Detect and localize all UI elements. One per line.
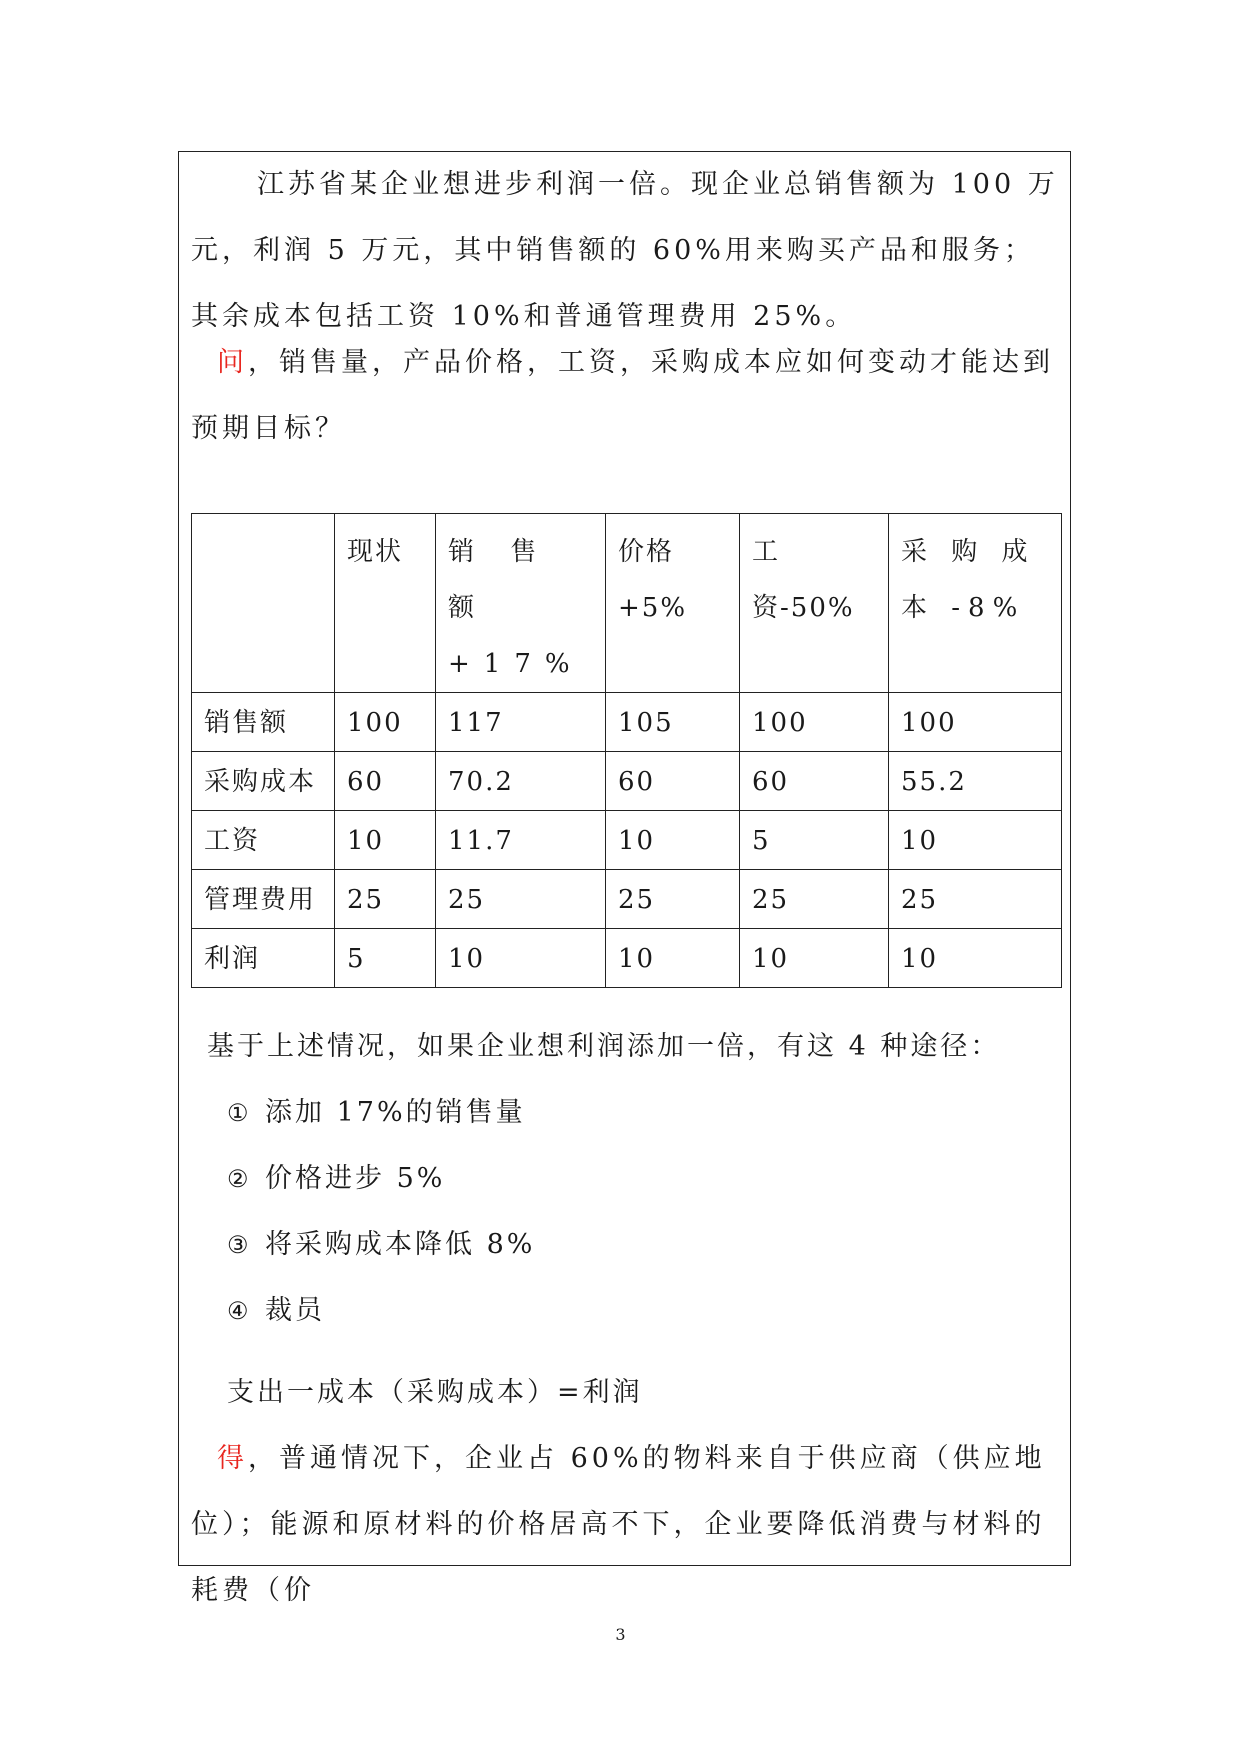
intro-paragraph: 江苏省某企业想进步利润一倍。现企业总销售额为 100 万元，利润 5 万元，其中销售额的 60%用来购买产品和服务；其余成本包括工资 10%和普通管理费用 25%。	[191, 169, 1059, 332]
table-cell: 5	[740, 811, 889, 870]
table-cell: 10	[889, 811, 1062, 870]
table-cell: 25	[436, 870, 606, 929]
table-cell: 25	[740, 870, 889, 929]
table-header-cell: 采 购 成 本 -8%	[889, 514, 1062, 693]
list-item	[227, 1146, 445, 1212]
profit-table	[191, 513, 1062, 988]
table-row	[192, 752, 1062, 811]
conclusion-paragraph	[191, 1426, 1063, 1624]
list-item-text: 添加 17%的销售量	[265, 1097, 526, 1128]
table-cell: 25	[606, 870, 740, 929]
table-cell: 117	[436, 693, 606, 752]
page-number: 3	[615, 1625, 626, 1644]
content-frame	[178, 151, 1071, 1606]
table-row	[192, 929, 1062, 988]
approaches-intro: 基于上述情况，如果企业想利润添加一倍，有这 4 种途径：	[207, 1031, 1001, 1062]
table-header-cell: 价格+5%	[606, 514, 740, 693]
table-cell: 25	[889, 870, 1062, 929]
table-cell: 5	[335, 929, 436, 988]
list-item	[227, 1212, 535, 1278]
list-item-text: 将采购成本降低 8%	[265, 1229, 536, 1260]
table-header-cell	[192, 514, 335, 693]
table-cell: 100	[889, 693, 1062, 752]
table-cell: 25	[335, 870, 436, 929]
table-cell: 60	[740, 752, 889, 811]
table-cell: 100	[335, 693, 436, 752]
table-header-row	[192, 514, 1062, 693]
table-cell: 10	[889, 929, 1062, 988]
list-item	[227, 1080, 526, 1146]
table-cell: 60	[606, 752, 740, 811]
formula-line: 支出一成本（采购成本）=利润	[227, 1377, 643, 1408]
question-paragraph	[191, 330, 1063, 462]
list-item	[227, 1278, 325, 1344]
table-header-cell: 现状	[335, 514, 436, 693]
circled-number: ②	[227, 1165, 252, 1193]
table-cell: 10	[606, 929, 740, 988]
table-cell: 10	[436, 929, 606, 988]
table-cell: 10	[740, 929, 889, 988]
table-cell: 70.2	[436, 752, 606, 811]
table-cell: 60	[335, 752, 436, 811]
table-cell: 销售额	[192, 693, 335, 752]
table-cell: 105	[606, 693, 740, 752]
table-cell: 工资	[192, 811, 335, 870]
circled-number: ③	[227, 1231, 252, 1259]
list-item-text: 裁员	[265, 1295, 325, 1326]
question-text: ，销售量，产品价格，工资，采购成本应如何变动才能达到预期目标？	[191, 347, 1054, 444]
table-header-cell: 销 售 额 +17%	[436, 514, 606, 693]
table-cell: 管理费用	[192, 870, 335, 929]
circled-number: ①	[227, 1099, 252, 1127]
table-row	[192, 811, 1062, 870]
table-row	[192, 693, 1062, 752]
table-header-cell: 工资-50%	[740, 514, 889, 693]
table-cell: 采购成本	[192, 752, 335, 811]
conclusion-marker: 得	[217, 1443, 248, 1474]
table-cell: 10	[606, 811, 740, 870]
table-cell: 11.7	[436, 811, 606, 870]
list-item-text: 价格进步 5%	[265, 1163, 446, 1194]
conclusion-text: ，普通情况下，企业占 60%的物料来自于供应商（供应地位）；能源和原材料的价格居高不下，企业要降低消费与材料的耗费（价	[191, 1443, 1046, 1606]
table-cell: 55.2	[889, 752, 1062, 811]
circled-number: ④	[227, 1297, 252, 1325]
table-cell: 100	[740, 693, 889, 752]
table-cell: 10	[335, 811, 436, 870]
question-marker: 问	[217, 347, 248, 378]
table-cell: 利润	[192, 929, 335, 988]
table-row	[192, 870, 1062, 929]
